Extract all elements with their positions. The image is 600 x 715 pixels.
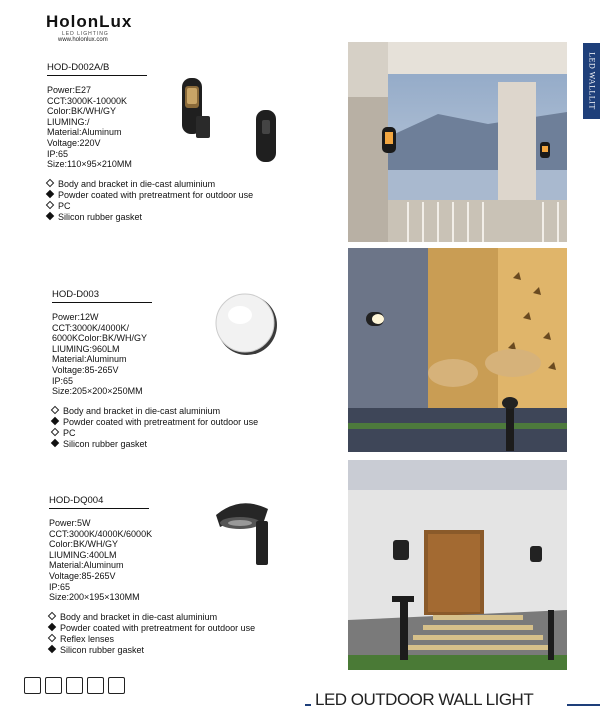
brand-logo [46, 12, 132, 43]
feature-item: Body and bracket in die-cast aluminium [49, 612, 255, 623]
footer-title: LED OUTDOOR WALL LIGHT [315, 690, 534, 709]
spec-item: LIUMING:960LM [52, 343, 120, 354]
ip-rating-icon [24, 677, 41, 694]
filled-diamond-icon [48, 645, 56, 653]
open-diamond-icon [51, 428, 59, 436]
footer-rule-right [567, 704, 600, 706]
spec-item: CCT:3000K/4000K/ [52, 322, 130, 333]
open-diamond-icon [46, 201, 54, 209]
filled-diamond-icon [51, 439, 59, 447]
open-diamond-icon [48, 634, 56, 642]
spec-item: Voltage:85-265V [52, 364, 119, 375]
scene-photo-house [348, 460, 567, 670]
spec-item: CCT:3000K-10000K [47, 95, 128, 106]
product-image-d002 [172, 72, 297, 170]
spec-item: Material:Aluminum [47, 127, 122, 138]
spec-item: Power:12W [52, 312, 99, 322]
spec-item: Power:E27 [47, 85, 92, 95]
feature-item: Body and bracket in die-cast aluminium [47, 179, 253, 190]
feature-item: Body and bracket in die-cast aluminium [52, 406, 258, 417]
spec-item: Size:110×95×210MM [47, 159, 132, 170]
feature-list [52, 406, 258, 450]
feature-item: Reflex lenses [49, 634, 255, 645]
waterproof-icon [45, 677, 62, 694]
bulb-icon [87, 677, 104, 694]
spec-item: IP:65 [47, 148, 69, 159]
category-tab [583, 43, 600, 119]
spec-item: IP:65 [49, 581, 71, 592]
open-diamond-icon [48, 612, 56, 620]
spec-item: Size:205×200×250MM [52, 386, 143, 397]
brand-tagline: LED LIGHTING [62, 31, 109, 37]
spec-item: Size:200×195×130MM [49, 592, 140, 603]
spec-item: LIUMING:/ [47, 116, 90, 127]
led-chip-icon [66, 677, 83, 694]
filled-diamond-icon [48, 623, 56, 631]
certification-icons [24, 677, 125, 694]
filled-diamond-icon [46, 212, 54, 220]
spec-item: Voltage:220V [47, 137, 101, 148]
feature-item: PC [47, 201, 253, 212]
feature-item: Powder coated with pretreatment for outdoor use [52, 417, 258, 428]
product-model: HOD-DQ004 [49, 495, 149, 509]
feature-item: Silicon rubber gasket [52, 439, 258, 450]
footer-rule-left [305, 704, 311, 706]
scene-photo-pergola [348, 42, 567, 242]
voltage-icon [108, 677, 125, 694]
brand-name: HolonLux [46, 12, 133, 31]
brand-url: www.holonlux.com [58, 37, 108, 43]
product-model: HOD-D003 [52, 289, 152, 303]
open-diamond-icon [51, 406, 59, 414]
spec-item: Voltage:85-265V [49, 570, 116, 581]
spec-item: CCT:3000K/4000K/6000K [49, 528, 153, 539]
category-tab-label: LED WALLLIT [587, 52, 596, 110]
product-model: HOD-D002A/B [47, 62, 147, 76]
open-diamond-icon [46, 179, 54, 187]
feature-item: Powder coated with pretreatment for outdoor use [47, 190, 253, 201]
feature-list [47, 179, 253, 223]
feature-item: Powder coated with pretreatment for outdoor use [49, 623, 255, 634]
spec-item: Material:Aluminum [52, 354, 127, 365]
scene-photo-patio [348, 248, 567, 452]
feature-item: Silicon rubber gasket [47, 212, 253, 223]
spec-item: 6000KColor:BK/WH/GY [52, 333, 148, 344]
spec-item: Color:BK/WH/GY [49, 539, 119, 550]
filled-diamond-icon [51, 417, 59, 425]
product-image-d003 [210, 290, 280, 358]
spec-item: IP:65 [52, 375, 74, 386]
spec-item: Material:Aluminum [49, 560, 124, 571]
spec-item: LIUMING:400LM [49, 549, 117, 560]
filled-diamond-icon [46, 190, 54, 198]
spec-item: Power:5W [49, 518, 91, 528]
spec-item: Color:BK/WH/GY [47, 106, 117, 117]
product-image-dq004 [210, 495, 275, 575]
feature-item: PC [52, 428, 258, 439]
feature-list [49, 612, 255, 656]
feature-item: Silicon rubber gasket [49, 645, 255, 656]
